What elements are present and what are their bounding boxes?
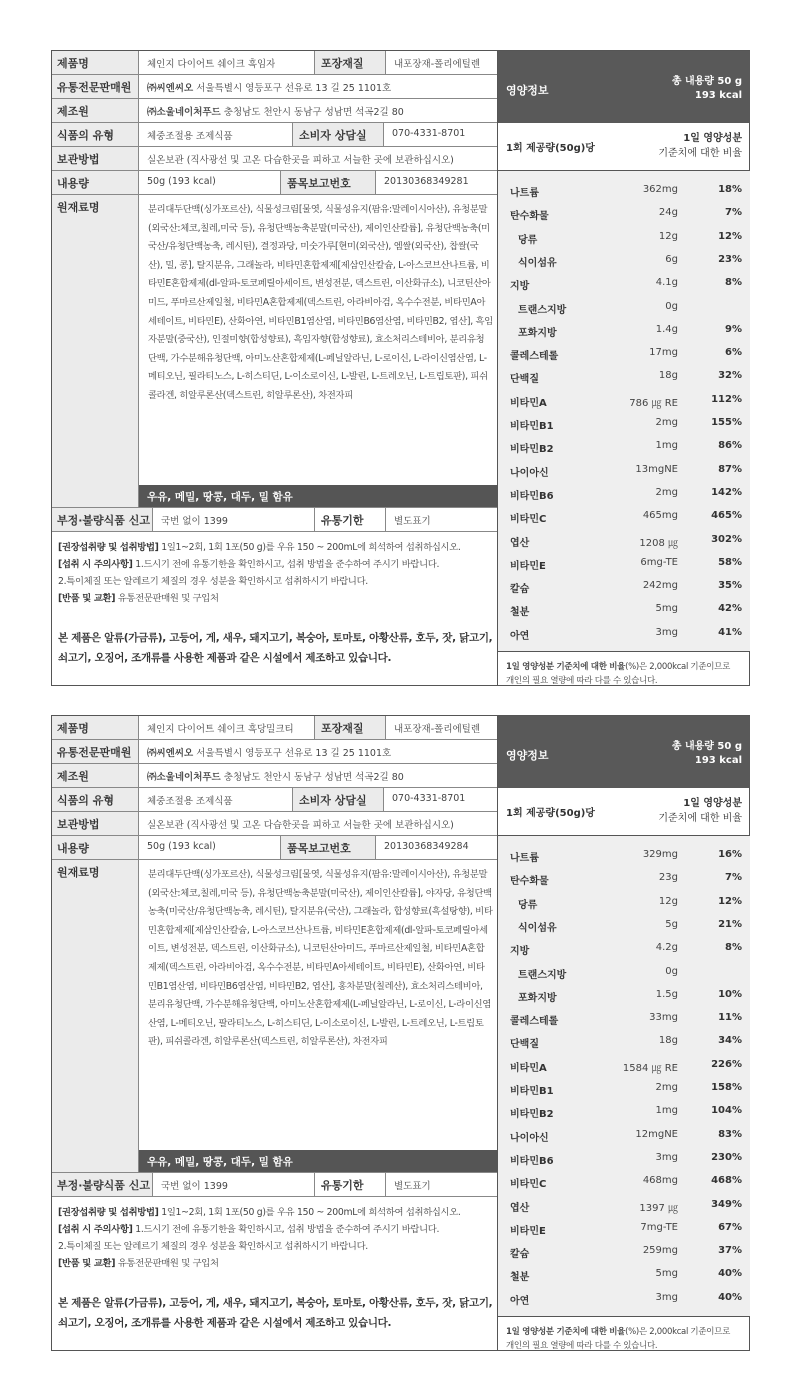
caution-text-2: 2.특이체질 또는 알레르기 체질의 경우 성분을 확인하시고 섭취하시기 바랍니다. xyxy=(58,576,368,587)
row-storage xyxy=(52,147,497,171)
nutrient-name: 콜레스테롤 xyxy=(510,351,559,363)
nutrient-row xyxy=(498,622,750,645)
total-content: 총 내용량 50 g xyxy=(671,76,742,87)
nutrient-row xyxy=(498,844,750,867)
nutrient-amount: 4.1g xyxy=(655,277,678,289)
serving-size: 1회 제공량(50g)당 xyxy=(506,808,595,819)
nutrient-name: 비타민A xyxy=(510,1062,547,1074)
nutrient-daily-percent: 155% xyxy=(711,417,742,428)
nutrient-row xyxy=(498,319,750,342)
nutrient-name: 단백질 xyxy=(510,374,539,386)
nutrient-amount: 18g xyxy=(658,370,678,382)
nutrition-facts-section xyxy=(497,716,749,1350)
nutrient-row xyxy=(498,249,750,272)
manufacturer-name: ㈜소울네이처푸드 xyxy=(147,107,221,118)
nutrient-row xyxy=(498,202,750,225)
usage-notes xyxy=(58,539,495,607)
nutrient-name: 엽산 xyxy=(510,1202,530,1214)
nutrient-row xyxy=(498,867,750,890)
seller-name: ㈜씨엔씨오 xyxy=(147,748,194,759)
label-seller: 유통전문판매원 xyxy=(52,740,139,763)
product-label-panel-1 xyxy=(51,50,750,686)
nutrient-row xyxy=(498,914,750,937)
nutrient-daily-percent: 83% xyxy=(718,1128,742,1140)
nutrient-name: 탄수화물 xyxy=(510,876,549,888)
nutrition-footnote xyxy=(498,1316,750,1374)
label-food-type: 식품의 유형 xyxy=(52,123,139,146)
footnote-bold: 1일 영양성분 기준치에 대한 비율 xyxy=(506,1327,626,1337)
nutrient-name: 비타민C xyxy=(510,1179,547,1191)
nutrient-daily-percent: 10% xyxy=(718,988,742,1000)
row-seller xyxy=(52,740,497,764)
allergen-notice: 우유, 메밀, 땅콩, 대두, 밀 함유 xyxy=(139,485,497,507)
nutrient-row xyxy=(498,296,750,319)
nutrient-row xyxy=(498,412,750,435)
nutrient-daily-percent: 7% xyxy=(725,872,742,884)
nutrient-name: 비타민B6 xyxy=(510,490,554,502)
manufacturer-address: 충청남도 천안시 동남구 성남면 석곡2길 80 xyxy=(220,772,404,783)
nutrient-daily-percent: 34% xyxy=(718,1035,742,1047)
nutrient-name: 칼슘 xyxy=(510,584,530,596)
nutrient-row xyxy=(498,1124,750,1147)
nutrient-name: 비타민B6 xyxy=(510,1155,554,1167)
dosage-line xyxy=(58,1204,495,1221)
seller-address: 서울특별시 영등포구 선유로 13 길 25 1101호 xyxy=(193,748,392,759)
label-amount: 내용량 xyxy=(52,171,139,194)
defect-report: 국번 없이 1399 xyxy=(161,516,228,527)
nutrient-row xyxy=(498,1287,750,1310)
product-name: 체인지 다이어트 쉐이크 흑임자 xyxy=(147,59,276,70)
label-defect-report: 부정·불량식품 신고 xyxy=(52,508,153,531)
packaging: 내포장재-폴리에틸렌 xyxy=(394,724,481,735)
nutrient-row xyxy=(498,1077,750,1100)
manufacturer-name: ㈜소울네이처푸드 xyxy=(147,772,221,783)
nutrient-daily-percent: 67% xyxy=(718,1221,742,1233)
nutrient-daily-percent: 12% xyxy=(718,895,742,907)
nutrient-daily-percent: 40% xyxy=(718,1268,742,1280)
label-amount: 내용량 xyxy=(52,836,139,859)
nutrient-name: 철분 xyxy=(510,1272,530,1284)
nutrient-amount: 0g xyxy=(665,965,678,977)
nutrient-amount: 33mg xyxy=(649,1012,678,1024)
nutrient-name: 단백질 xyxy=(510,1039,539,1051)
footnote-line-1 xyxy=(506,660,750,674)
dosage-text: 1일1~2회, 1회 1포(50 g)를 우유 150 ~ 200mL에 희석하여 섭취하십시오. xyxy=(158,542,461,553)
nutrient-name: 나이아신 xyxy=(510,467,549,479)
daily-value-subtitle: 기준치에 대한 비율 xyxy=(658,148,742,159)
dosage-text: 1일1~2회, 1회 1포(50 g)를 우유 150 ~ 200mL에 희석하여 섭취하십시오. xyxy=(158,1207,461,1218)
nutrient-daily-percent: 21% xyxy=(718,918,742,930)
nutrient-daily-percent: 41% xyxy=(718,626,742,638)
nutrient-amount: 242mg xyxy=(642,580,678,592)
nutrient-daily-percent: 35% xyxy=(718,580,742,592)
nutrient-amount: 12g xyxy=(658,230,678,242)
nutrient-name: 아연 xyxy=(510,630,530,642)
nutrient-daily-percent: 11% xyxy=(718,1012,742,1024)
daily-value-subtitle: 기준치에 대한 비율 xyxy=(658,813,742,824)
refund-text: 유통전문판매원 및 구입처 xyxy=(115,1258,219,1269)
nutrition-header xyxy=(498,51,750,123)
nutrient-row xyxy=(498,1147,750,1170)
nutrient-row xyxy=(498,1100,750,1123)
nutrient-name: 철분 xyxy=(510,607,530,619)
row-defect-report xyxy=(52,1173,497,1197)
label-consumer-center: 소비자 상담실 xyxy=(292,123,384,146)
nutrition-total xyxy=(672,75,742,103)
row-amount xyxy=(52,836,497,860)
label-product-name: 제품명 xyxy=(52,716,139,739)
nutrient-row xyxy=(498,961,750,984)
label-seller: 유통전문판매원 xyxy=(52,75,139,98)
label-manufacturer: 제조원 xyxy=(52,764,139,787)
product-info-section xyxy=(52,51,497,685)
row-ingredients xyxy=(52,860,497,1173)
nutrient-daily-percent: 302% xyxy=(711,533,742,545)
ingredients: 분리대두단백(싱가포르산), 식물성크림[물엿, 식물성유지(팜유:말레이시아산), 유청분말(외국산:체코,칠레,미국 등), 유청단백농축분말(미국산), 제이인산칼륨], 유청단백농축(미국산/유청단백농축, 레시틴), 결정과당, 미숫가루[현미(외국산), 엠쌀(외국산), 찹쌀(국산), 밀, 콩], 탈지분유, 그래놀라, 비타민혼합제제[제삼인산칼슘, L-아스코브산나트륨, 비타민E혼합제제(dl-알파-토코페릴아세이트, 변성전분, 덱스트린, 이산화규소), 니코틴산아미드, 푸마르산제일철, 비타민A혼합제제(덱스트린, 아라비아검, 옥수수전분, 비타민A아세테이트, 비타민E), 산화아연, 비타민B1염산염, 비타민B6염산염, 비타민B2, 엽산], 흑임자분말(중국산), 인절미향(합성향료), 흑임자향(합성향료), 효소처리스테비아, 분리유청단백, 가수분해유청단백, 아미노산혼합제제(L-페닐알라닌, L-로이신, L-라이신염산염, L-메티오닌, 필라티노스, L-히스티딘, L-이소로이신, L-발린, L-트레오닌, L-트립토판), 피쉬콜라겐, 히알루론산(덱스트린, 히알루론산), 차전자피 xyxy=(148,204,493,401)
label-packaging: 포장재질 xyxy=(314,716,386,739)
row-product-name xyxy=(52,716,497,740)
label-report-number: 품목보고번호 xyxy=(280,171,376,194)
serving-info xyxy=(498,788,750,836)
nutrient-daily-percent: 40% xyxy=(718,1291,742,1303)
nutrient-name: 비타민E xyxy=(510,1225,546,1237)
caution-title: [섭취 시 주의사항] xyxy=(58,559,133,570)
nutrient-row xyxy=(498,482,750,505)
manufacturer xyxy=(139,99,404,118)
usage-notes xyxy=(58,1204,495,1272)
ingredients: 분리대두단백(싱가포르산), 식물성크림[물엿, 식물성유지(팜유:말레이시아산), 유청분말(외국산:체코,칠레,미국 등), 유청단백농축분말(미국산), 제이인산칼륨], 야자당, 유청단백농축(미국산/유청단백농축, 레시틴), 탈지분유(국산), 그래놀라, 합성향료(흑설탕향), 비타민혼합제제[제삼인산칼슘, L-아스코브산나트륨, 비타민E혼합제제(dl-알파-토코페릴아세이트, 변성전분, 덱스트린, 이산화규소), 니코틴산아미드, 푸마르산제일철, 비타민A혼합제제(덱스트린, 아라비아검, 옥수수전분, 비타민A아세테이트, 비타민E), 산화아연, 비타민B1염산염, 비타민B6염산염, 비타민B2, 엽산], 홍차분말(칠레산), 효소처리스테비아, 분리유청단백, 가수분해유청단백, 아미노산혼합제제(L-페닐알라닌, L-로이신, L-라이신염산염, L-메티오닌, 팔라티노스, L-히스티딘, L-이소로이신, L-발린, L-트레오닌, L-트립토판), 피쉬콜라겐, 히알루론산(덱스트린, 히알루론산), 차전자피 xyxy=(148,869,493,1048)
nutrient-row xyxy=(498,1170,750,1193)
label-expiry: 유통기한 xyxy=(314,508,386,531)
nutrient-daily-percent: 32% xyxy=(718,370,742,382)
label-consumer-center: 소비자 상담실 xyxy=(292,788,384,811)
nutrient-name: 탄수화물 xyxy=(510,211,549,223)
nutrient-amount: 1mg xyxy=(655,440,678,452)
row-amount xyxy=(52,171,497,195)
nutrient-name: 포화지방 xyxy=(518,992,557,1004)
row-product-name xyxy=(52,51,497,75)
nutrient-daily-percent: 465% xyxy=(711,510,742,522)
nutrient-amount: 5mg xyxy=(655,1268,678,1280)
nutrient-row xyxy=(498,272,750,295)
defect-report: 국번 없이 1399 xyxy=(161,1181,228,1192)
nutrient-daily-percent: 37% xyxy=(718,1245,742,1257)
label-storage: 보관방법 xyxy=(52,147,139,170)
nutrient-row xyxy=(498,552,750,575)
total-kcal: 193 kcal xyxy=(694,90,742,101)
nutrient-daily-percent: 42% xyxy=(718,603,742,615)
nutrient-daily-percent: 226% xyxy=(711,1058,742,1070)
nutrient-name: 나트륨 xyxy=(510,853,539,864)
nutrient-name: 비타민A xyxy=(510,397,547,409)
footnote-text-1: (%)은 2,000kcal 기준이므로 xyxy=(625,662,730,672)
amount: 50g (193 kcal) xyxy=(147,841,216,852)
dosage-title: [권장섭취량 및 섭취방법] xyxy=(58,542,159,553)
row-ingredients xyxy=(52,195,497,508)
nutrient-name: 트랜스지방 xyxy=(518,304,567,316)
nutrition-header xyxy=(498,716,750,788)
nutrient-amount: 2mg xyxy=(655,417,678,428)
nutrition-title: 영양정보 xyxy=(506,84,549,97)
label-ingredients: 원재료명 xyxy=(52,860,139,1172)
nutrient-amount: 1584 ㎍ RE xyxy=(622,1062,678,1074)
nutrient-amount: 12g xyxy=(658,895,678,907)
nutrient-daily-percent: 349% xyxy=(711,1198,742,1210)
row-storage xyxy=(52,812,497,836)
nutrient-name: 비타민B2 xyxy=(510,1109,554,1121)
nutrient-row xyxy=(498,1263,750,1286)
nutrient-row xyxy=(498,342,750,365)
manufacturer-address: 충청남도 천안시 동남구 성남면 석곡2길 80 xyxy=(220,107,404,118)
product-info-section xyxy=(52,716,497,1350)
footnote-text-2: 개인의 필요 열량에 따라 다를 수 있습니다. xyxy=(506,1341,658,1351)
nutrient-daily-percent: 142% xyxy=(711,486,742,498)
dosage-title: [권장섭취량 및 섭취방법] xyxy=(58,1207,159,1218)
nutrient-amount: 3mg xyxy=(655,626,678,638)
footnote-bold: 1일 영양성분 기준치에 대한 비율 xyxy=(506,662,626,672)
nutrient-name: 지방 xyxy=(510,281,530,293)
nutrient-amount: 2mg xyxy=(655,486,678,498)
row-manufacturer xyxy=(52,764,497,788)
label-food-type: 식품의 유형 xyxy=(52,788,139,811)
nutrient-daily-percent: 104% xyxy=(711,1105,742,1117)
product-name: 체인지 다이어트 쉐이크 흑당밀크티 xyxy=(147,724,294,735)
nutrient-row xyxy=(498,575,750,598)
nutrient-daily-percent: 7% xyxy=(725,207,742,219)
nutrient-amount: 17mg xyxy=(649,347,678,359)
footnote-text-1: (%)은 2,000kcal 기준이므로 xyxy=(625,1327,730,1337)
nutrient-row xyxy=(498,1054,750,1077)
nutrient-name: 식이섬유 xyxy=(518,257,557,269)
nutrient-amount: 362mg xyxy=(642,184,678,195)
storage: 실온보관 (직사광선 및 고온 다습한곳을 피하고 서늘한 곳에 보관하십시오) xyxy=(147,820,454,831)
expiry: 별도표기 xyxy=(394,1181,431,1192)
label-product-name: 제품명 xyxy=(52,51,139,74)
label-expiry: 유통기한 xyxy=(314,1173,386,1196)
nutrient-amount: 5mg xyxy=(655,603,678,615)
nutrient-daily-percent: 58% xyxy=(718,556,742,568)
seller xyxy=(139,75,391,94)
nutrient-amount: 1.5g xyxy=(655,988,678,1000)
nutrient-name: 비타민B1 xyxy=(510,1086,554,1097)
nutrient-name: 지방 xyxy=(510,946,530,958)
nutrient-amount: 12mgNE xyxy=(635,1128,678,1140)
nutrient-amount: 7mg-TE xyxy=(640,1221,678,1233)
nutrient-amount: 3mg xyxy=(655,1291,678,1303)
footnote-line-1 xyxy=(506,1325,750,1339)
nutrient-amount: 4.2g xyxy=(655,942,678,954)
total-kcal: 193 kcal xyxy=(694,755,742,766)
nutrient-amount: 259mg xyxy=(642,1245,678,1257)
refund-line xyxy=(58,1255,495,1272)
nutrient-name: 콜레스테롤 xyxy=(510,1016,559,1028)
caution-text-1: 1.드시기 전에 유통기한을 확인하시고, 섭취 방법을 준수하여 주시기 바랍니다. xyxy=(132,559,440,570)
storage: 실온보관 (직사광선 및 고온 다습한곳을 피하고 서늘한 곳에 보관하십시오) xyxy=(147,155,454,166)
facility-warning: 본 제품은 알류(가금류), 고등어, 게, 새우, 돼지고기, 복숭아, 토마토, 아황산류, 호두, 잣, 닭고기, 쇠고기, 오징어, 조개류를 사용한 제품과 같은 시설에서 제조하고 있습니다. xyxy=(58,1297,493,1329)
label-ingredients: 원재료명 xyxy=(52,195,139,507)
facility-warning: 본 제품은 알류(가금류), 고등어, 게, 새우, 돼지고기, 복숭아, 토마토, 아황산류, 호두, 잣, 닭고기, 쇠고기, 오징어, 조개류를 사용한 제품과 같은 시설에서 제조하고 있습니다. xyxy=(58,632,493,664)
nutrient-amount: 5g xyxy=(665,918,678,930)
nutrient-row xyxy=(498,179,750,202)
label-packaging: 포장재질 xyxy=(314,51,386,74)
nutrient-row xyxy=(498,598,750,621)
amount: 50g (193 kcal) xyxy=(147,176,216,187)
nutrient-amount: 6mg-TE xyxy=(640,556,678,568)
nutrient-daily-percent: 158% xyxy=(711,1082,742,1093)
nutrition-table xyxy=(498,836,750,1316)
nutrient-daily-percent: 112% xyxy=(711,393,742,405)
nutrient-row xyxy=(498,435,750,458)
nutrient-name: 트랜스지방 xyxy=(518,969,567,981)
nutrient-name: 비타민E xyxy=(510,560,546,572)
nutrient-daily-percent: 8% xyxy=(725,277,742,289)
refund-title: [반품 및 교환] xyxy=(58,593,116,604)
row-food-type xyxy=(52,123,497,147)
caution-line xyxy=(58,1221,495,1238)
total-content: 총 내용량 50 g xyxy=(671,741,742,752)
nutrition-footnote xyxy=(498,651,750,709)
daily-value-header xyxy=(658,131,742,161)
expiry: 별도표기 xyxy=(394,516,431,527)
refund-line xyxy=(58,590,495,607)
daily-value-header xyxy=(658,796,742,826)
nutrient-name: 비타민C xyxy=(510,514,547,526)
nutrient-daily-percent: 16% xyxy=(718,849,742,860)
nutrient-daily-percent: 8% xyxy=(725,942,742,954)
caution-text-2: 2.특이체질 또는 알레르기 체질의 경우 성분을 확인하시고 섭취하시기 바랍니다. xyxy=(58,1241,368,1252)
nutrient-amount: 465mg xyxy=(642,510,678,522)
seller-name: ㈜씨엔씨오 xyxy=(147,83,194,94)
serving-info xyxy=(498,123,750,171)
packaging: 내포장재-폴리에틸렌 xyxy=(394,59,481,70)
nutrient-amount: 329mg xyxy=(642,849,678,860)
row-seller xyxy=(52,75,497,99)
nutrient-daily-percent: 86% xyxy=(718,440,742,452)
nutrient-daily-percent: 87% xyxy=(718,463,742,475)
nutrient-amount: 1208 ㎍ xyxy=(639,537,678,549)
nutrient-row xyxy=(498,1194,750,1217)
nutrient-daily-percent: 9% xyxy=(725,323,742,335)
nutrient-amount: 468mg xyxy=(642,1175,678,1187)
nutrient-daily-percent: 6% xyxy=(725,347,742,359)
refund-title: [반품 및 교환] xyxy=(58,1258,116,1269)
nutrient-row xyxy=(498,891,750,914)
nutrient-name: 칼슘 xyxy=(510,1249,530,1261)
food-type: 체중조절용 조제식품 xyxy=(147,796,233,807)
nutrient-amount: 1397 ㎍ xyxy=(639,1202,678,1214)
label-manufacturer: 제조원 xyxy=(52,99,139,122)
nutrient-name: 식이섬유 xyxy=(518,922,557,934)
manufacturer xyxy=(139,764,404,783)
serving-size: 1회 제공량(50g)당 xyxy=(506,143,595,154)
daily-value-title: 1일 영양성분 xyxy=(683,133,742,144)
consumer-center-phone: 070-4331-8701 xyxy=(392,793,466,804)
nutrient-row xyxy=(498,937,750,960)
nutrient-row xyxy=(498,529,750,552)
nutrient-amount: 18g xyxy=(658,1035,678,1047)
allergen-notice: 우유, 메밀, 땅콩, 대두, 밀 함유 xyxy=(139,1150,497,1172)
nutrient-name: 나트륨 xyxy=(510,188,539,199)
nutrition-total xyxy=(672,740,742,768)
caution-line xyxy=(58,556,495,573)
nutrient-daily-percent: 23% xyxy=(718,253,742,265)
nutrient-amount: 24g xyxy=(658,207,678,219)
nutrient-amount: 23g xyxy=(658,872,678,884)
nutrient-row xyxy=(498,505,750,528)
nutrition-title: 영양정보 xyxy=(506,749,549,762)
nutrient-row xyxy=(498,984,750,1007)
nutrient-name: 포화지방 xyxy=(518,327,557,339)
nutrient-amount: 13mgNE xyxy=(635,463,678,475)
nutrient-name: 당류 xyxy=(518,234,538,246)
nutrient-row xyxy=(498,1007,750,1030)
nutrient-name: 비타민B1 xyxy=(510,421,554,432)
row-food-type xyxy=(52,788,497,812)
nutrient-row xyxy=(498,365,750,388)
product-label-panel-2 xyxy=(51,715,750,1351)
label-report-number: 품목보고번호 xyxy=(280,836,376,859)
seller xyxy=(139,740,391,759)
report-number: 20130368349281 xyxy=(384,176,469,187)
nutrition-table xyxy=(498,171,750,651)
daily-value-title: 1일 영양성분 xyxy=(683,798,742,809)
consumer-center-phone: 070-4331-8701 xyxy=(392,128,466,139)
refund-text: 유통전문판매원 및 구입처 xyxy=(115,593,219,604)
dosage-line xyxy=(58,539,495,556)
nutrient-amount: 0g xyxy=(665,300,678,312)
nutrient-name: 당류 xyxy=(518,899,538,911)
footnote-text-2: 개인의 필요 열량에 따라 다를 수 있습니다. xyxy=(506,676,658,686)
nutrient-row xyxy=(498,1030,750,1053)
caution-title: [섭취 시 주의사항] xyxy=(58,1224,133,1235)
nutrient-daily-percent: 12% xyxy=(718,230,742,242)
nutrient-amount: 2mg xyxy=(655,1082,678,1093)
label-storage: 보관방법 xyxy=(52,812,139,835)
nutrient-daily-percent: 18% xyxy=(718,184,742,195)
food-type: 체중조절용 조제식품 xyxy=(147,131,233,142)
label-defect-report: 부정·불량식품 신고 xyxy=(52,1173,153,1196)
nutrient-row xyxy=(498,459,750,482)
nutrient-amount: 3mg xyxy=(655,1151,678,1163)
nutrient-name: 나이아신 xyxy=(510,1132,549,1144)
nutrient-daily-percent: 230% xyxy=(711,1151,742,1163)
nutrient-daily-percent: 468% xyxy=(711,1175,742,1187)
caution-text-1: 1.드시기 전에 유통기한을 확인하시고, 섭취 방법을 준수하여 주시기 바랍니다. xyxy=(132,1224,440,1235)
row-manufacturer xyxy=(52,99,497,123)
nutrient-row xyxy=(498,1240,750,1263)
nutrient-row xyxy=(498,1217,750,1240)
seller-address: 서울특별시 영등포구 선유로 13 길 25 1101호 xyxy=(193,83,392,94)
nutrient-name: 비타민B2 xyxy=(510,444,554,456)
nutrient-name: 아연 xyxy=(510,1295,530,1307)
nutrient-row xyxy=(498,389,750,412)
nutrient-amount: 786 ㎍ RE xyxy=(629,397,678,409)
nutrient-amount: 6g xyxy=(665,253,678,265)
nutrient-amount: 1.4g xyxy=(655,323,678,335)
nutrient-name: 엽산 xyxy=(510,537,530,549)
nutrition-facts-section xyxy=(497,51,749,685)
row-defect-report xyxy=(52,508,497,532)
report-number: 20130368349284 xyxy=(384,841,469,852)
nutrient-amount: 1mg xyxy=(655,1105,678,1117)
nutrient-row xyxy=(498,226,750,249)
